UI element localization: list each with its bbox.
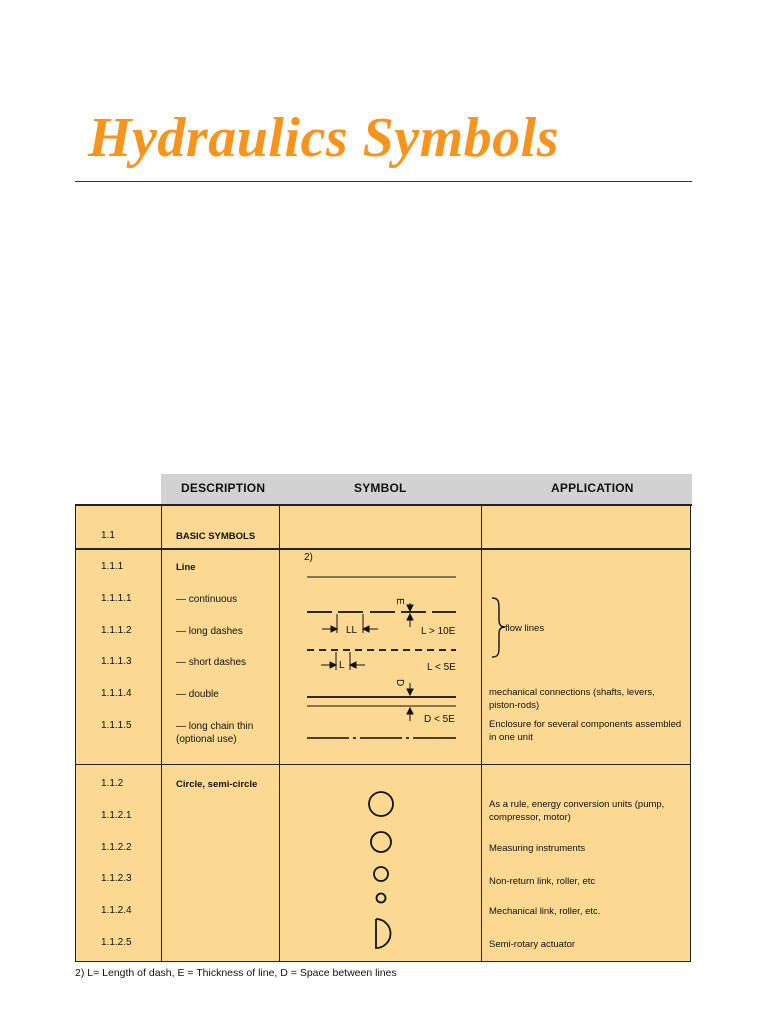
page-title: Hydraulics Symbols	[88, 107, 560, 169]
row-number: 1.1.2.4	[101, 905, 132, 916]
row-description: — continuous	[176, 594, 238, 605]
label-ll: LL	[346, 625, 358, 636]
row-number: 1.1.2.3	[101, 873, 132, 884]
title-divider	[75, 181, 692, 182]
column-divider	[481, 506, 482, 961]
row-number: 1.1.1	[101, 561, 124, 572]
row-number: 1.1.1.1	[101, 593, 132, 604]
row-number: 1.1.1.4	[101, 688, 132, 699]
application-text: As a rule, energy conversion units (pump, compressor, motor)	[489, 799, 665, 823]
symbols-table	[75, 474, 692, 961]
row-number: 1.1.1.3	[101, 656, 132, 667]
row-number: 1.1.1.2	[101, 625, 132, 636]
column-divider	[161, 506, 162, 961]
header-description: DESCRIPTION	[181, 481, 266, 495]
label-e: E	[394, 598, 405, 605]
row-divider	[76, 764, 690, 765]
row-description: — double	[176, 689, 219, 700]
application-text: mechanical connections (shafts, levers, piston-rods)	[489, 687, 655, 711]
group-label: Circle, semi-circle	[176, 779, 258, 790]
application-text: Non-return link, roller, etc	[489, 876, 596, 887]
row-number: 1.1.2	[101, 778, 124, 789]
row-number: 1.1.2.2	[101, 842, 132, 853]
application-text: Measuring instruments	[489, 843, 586, 854]
note-ref: 2)	[304, 552, 313, 563]
group-label: Line	[176, 562, 196, 573]
row-number: 1.1.1.5	[101, 720, 132, 731]
row-description: — long dashes	[176, 626, 243, 637]
footnote: 2) L= Length of dash, E = Thickness of line, D = Space between lines	[75, 967, 397, 979]
application-text: flow lines	[505, 623, 545, 634]
section-label: BASIC SYMBOLS	[176, 531, 256, 542]
row-divider	[76, 548, 690, 550]
header-application: APPLICATION	[551, 481, 634, 495]
table-body	[75, 504, 691, 962]
label-l-lt-5e: L < 5E	[427, 662, 456, 673]
label-l: L	[339, 660, 345, 671]
label-l-gt-10e: L > 10E	[421, 626, 456, 637]
application-text: Mechanical link, roller, etc.	[489, 906, 601, 917]
application-text: Semi-rotary actuator	[489, 939, 576, 950]
label-d: D	[394, 679, 405, 687]
row-number: 1.1.2.1	[101, 810, 132, 821]
row-number: 1.1	[101, 530, 115, 541]
row-number: 1.1.2.5	[101, 937, 132, 948]
label-d-lt-5e: D < 5E	[424, 714, 455, 725]
row-description: — long chain thin (optional use)	[176, 721, 254, 745]
table-header	[161, 474, 692, 506]
application-text: Enclosure for several components assembled in one unit	[489, 719, 682, 743]
row-description: — short dashes	[176, 657, 247, 668]
header-symbol: SYMBOL	[354, 481, 407, 495]
column-divider	[279, 506, 280, 961]
